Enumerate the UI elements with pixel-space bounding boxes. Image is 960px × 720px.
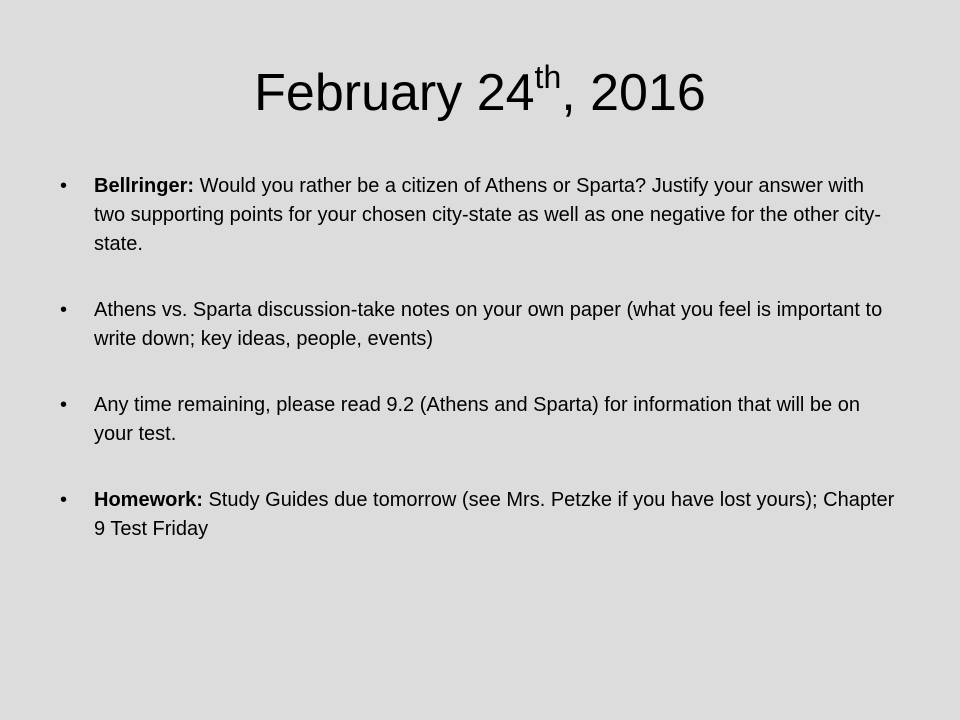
bullet-text: Any time remaining, please read 9.2 (Athens and Sparta) for information that will be on your test. <box>94 394 860 445</box>
bullet-dot-icon: • <box>60 394 68 416</box>
slide-title <box>0 58 960 128</box>
bullet-list <box>60 172 900 581</box>
bullet-discussion <box>60 296 900 354</box>
bullet-text: Would you rather be a citizen of Athens or Sparta? Justify your answer with two supporting points for your chosen city-state as well as one negative for the other city-state. <box>94 175 882 255</box>
title-year: , 2016 <box>561 64 706 122</box>
bullet-dot-icon: • <box>60 175 68 197</box>
title-main: February 24 <box>254 64 535 122</box>
bullet-homework <box>60 486 900 544</box>
bullet-dot-icon: • <box>60 299 68 321</box>
bullet-lead-label: Bellringer: <box>94 175 195 197</box>
bullet-reading <box>60 391 900 449</box>
bullet-bellringer <box>60 172 900 259</box>
title-ordinal-suffix: th <box>534 58 562 95</box>
bullet-text: Athens vs. Sparta discussion-take notes on your own paper (what you feel is important to write down; key ideas, people, events) <box>94 299 883 350</box>
bullet-lead-label: Homework: <box>94 489 203 511</box>
bullet-text: Study Guides due tomorrow (see Mrs. Petzke if you have lost yours); Chapter 9 Test Friday <box>94 489 895 540</box>
bullet-dot-icon: • <box>60 489 68 511</box>
